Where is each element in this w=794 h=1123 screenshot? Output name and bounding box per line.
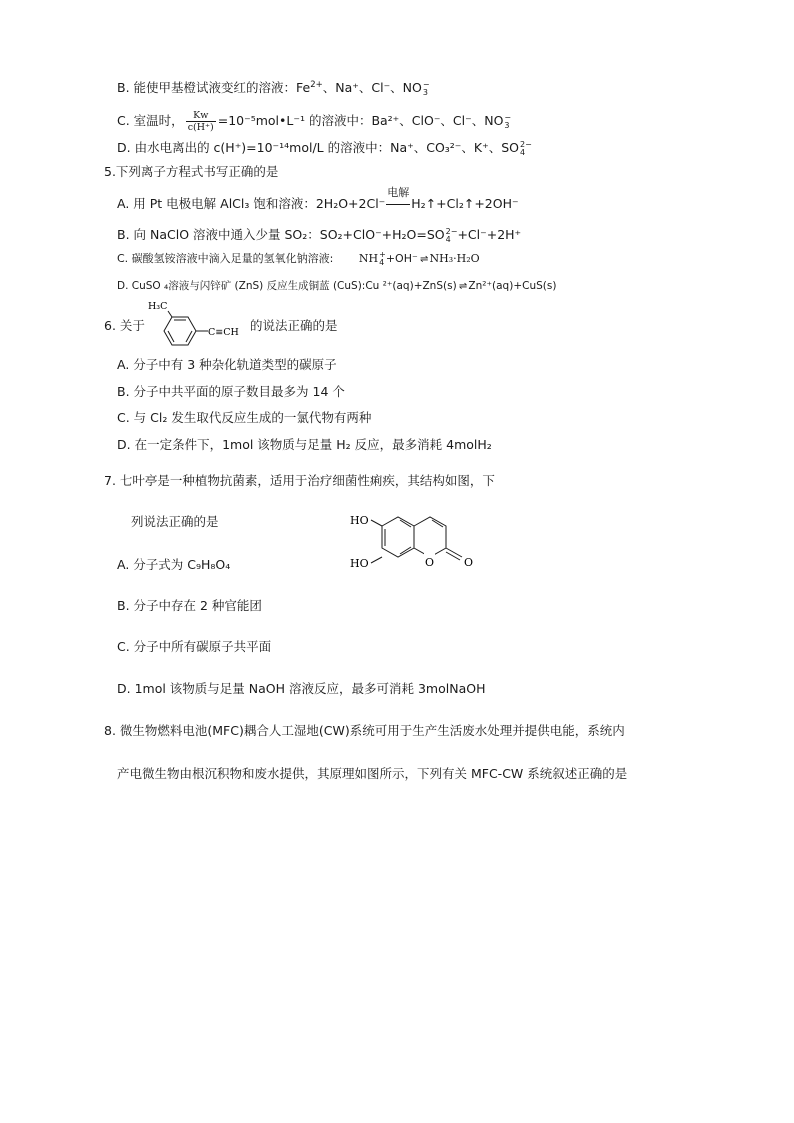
q5-c-nh4: NH: [358, 252, 379, 265]
q5-c-oh: +OH⁻: [385, 252, 418, 265]
q7-stem: 7. 七叶亭是一种植物抗菌素，适用于治疗细菌性痢疾，其结构如图，下: [104, 473, 495, 488]
q6-stem-suffix: 的说法正确的是: [250, 318, 338, 333]
q5-b-products: +Cl⁻+2H⁺: [457, 227, 522, 242]
q7-structure-diagram: [346, 506, 496, 578]
q4-c-prefix: C. 室温时，: [117, 113, 184, 128]
q5-c-text: C. 碳酸氢铵溶液中滴入足量的氢氧化钠溶液:: [117, 252, 334, 265]
q4-b-ions: 、Na⁺、Cl⁻、NO: [322, 80, 422, 95]
q5-option-b: [117, 227, 521, 244]
electrolysis-label: 电解: [387, 186, 410, 199]
oh-label-bottom: HO: [350, 557, 369, 570]
no3-charge: − 3: [422, 79, 430, 97]
q4-option-c: [117, 110, 511, 133]
q4-c-text: =10⁻⁵mol•L⁻¹ 的溶液中：Ba²⁺、ClO⁻、Cl⁻、NO: [217, 113, 504, 128]
alkyne-label: C≡CH: [208, 327, 239, 338]
q5-b-text: B. 向 NaClO 溶液中通入少量 SO₂：SO₂+ClO⁻+H₂O=SO: [117, 227, 445, 242]
q4-option-b: B. 能使甲基橙试液变红的溶液：$Fe^{2+}$、Na⁺、Cl⁻、NO − 3: [117, 79, 430, 97]
q8-stem-cont: 产电微生物由根沉积物和废水提供，其原理如图所示，下列有关 MFC-CW 系统叙述正确的是: [117, 766, 628, 781]
electrolysis-arrow: [385, 186, 411, 212]
q4-b-text: B. 能使甲基橙试液变红的溶液：Fe: [117, 80, 311, 95]
q6-option-b: B. 分子中共平面的原子数目最多为 14 个: [117, 384, 345, 399]
q7-option-b: B. 分子中存在 2 种官能团: [117, 598, 262, 613]
q5-a-text: A. 用 Pt 电极电解 AlCl₃ 饱和溶液：2H₂O+2Cl⁻: [117, 196, 386, 211]
nh4-charge: + 4: [379, 250, 386, 267]
no3-charge: − 3: [504, 112, 512, 130]
q7-option-d: D. 1mol 该物质与足量 NaOH 溶液反应，最多可消耗 3molNaOH: [117, 681, 486, 696]
q4-d-text: D. 由水电离出的 c(H⁺)=10⁻¹⁴mol/L 的溶液中：Na⁺、CO₃²⁻、K⁺、SO: [117, 140, 519, 155]
kw-fraction: [186, 110, 216, 133]
ring-oxygen-label: O: [425, 556, 435, 569]
q5-a-products: H₂↑+Cl₂↑+2OH⁻: [411, 196, 519, 211]
carbonyl-oxygen-label: O: [464, 556, 474, 569]
q6-option-c: C. 与 Cl₂ 发生取代反应生成的一氯代物有两种: [117, 410, 372, 425]
q5-option-d: [117, 278, 556, 295]
q6-option-a: A. 分子中有 3 种杂化轨道类型的碳原子: [117, 357, 337, 372]
kw-denominator: c(H⁺): [187, 122, 214, 133]
q7-stem-cont: 列说法正确的是: [131, 514, 219, 529]
q5-d-products: Zn²⁺(aq)+CuS(s): [468, 280, 557, 292]
equilibrium-arrow-icon: ⇌: [417, 254, 430, 265]
equilibrium-arrow-icon: ⇌: [456, 281, 469, 292]
q5-c-product: NH₃·H₂O: [429, 252, 480, 265]
oh-label-top: HO: [350, 514, 369, 527]
q5-option-a: [117, 186, 519, 212]
q6-option-d: D. 在一定条件下，1mol 该物质与足量 H₂ 反应，最多消耗 4molH₂: [117, 437, 492, 452]
ch3-label: H₃C: [148, 301, 168, 312]
q8-stem: 8. 微生物燃料电池(MFC)耦合人工湿地(CW)系统可用于生产生活废水处理并提供电能，系统内: [104, 723, 625, 738]
q7-option-a: A. 分子式为 C₉H₈O₄: [117, 557, 231, 572]
q6-structure-diagram: [146, 298, 256, 356]
q5-option-c: [117, 251, 480, 268]
so4-charge: 2− 4: [519, 139, 532, 157]
q4-option-d: [117, 140, 532, 157]
q5-d-text: D. CuSO ₄溶液与闪锌矿 (ZnS) 反应生成铜蓝 (CuS):Cu ²⁺(aq)+ZnS(s): [117, 280, 457, 292]
so4-charge: 2− 4: [445, 226, 458, 244]
q5-stem: 5.下列离子方程式书写正确的是: [104, 164, 279, 179]
kw-numerator: Kw: [186, 110, 216, 122]
q6-stem-prefix: 6. 关于: [104, 318, 145, 333]
q7-option-c: C. 分子中所有碳原子共平面: [117, 639, 272, 654]
